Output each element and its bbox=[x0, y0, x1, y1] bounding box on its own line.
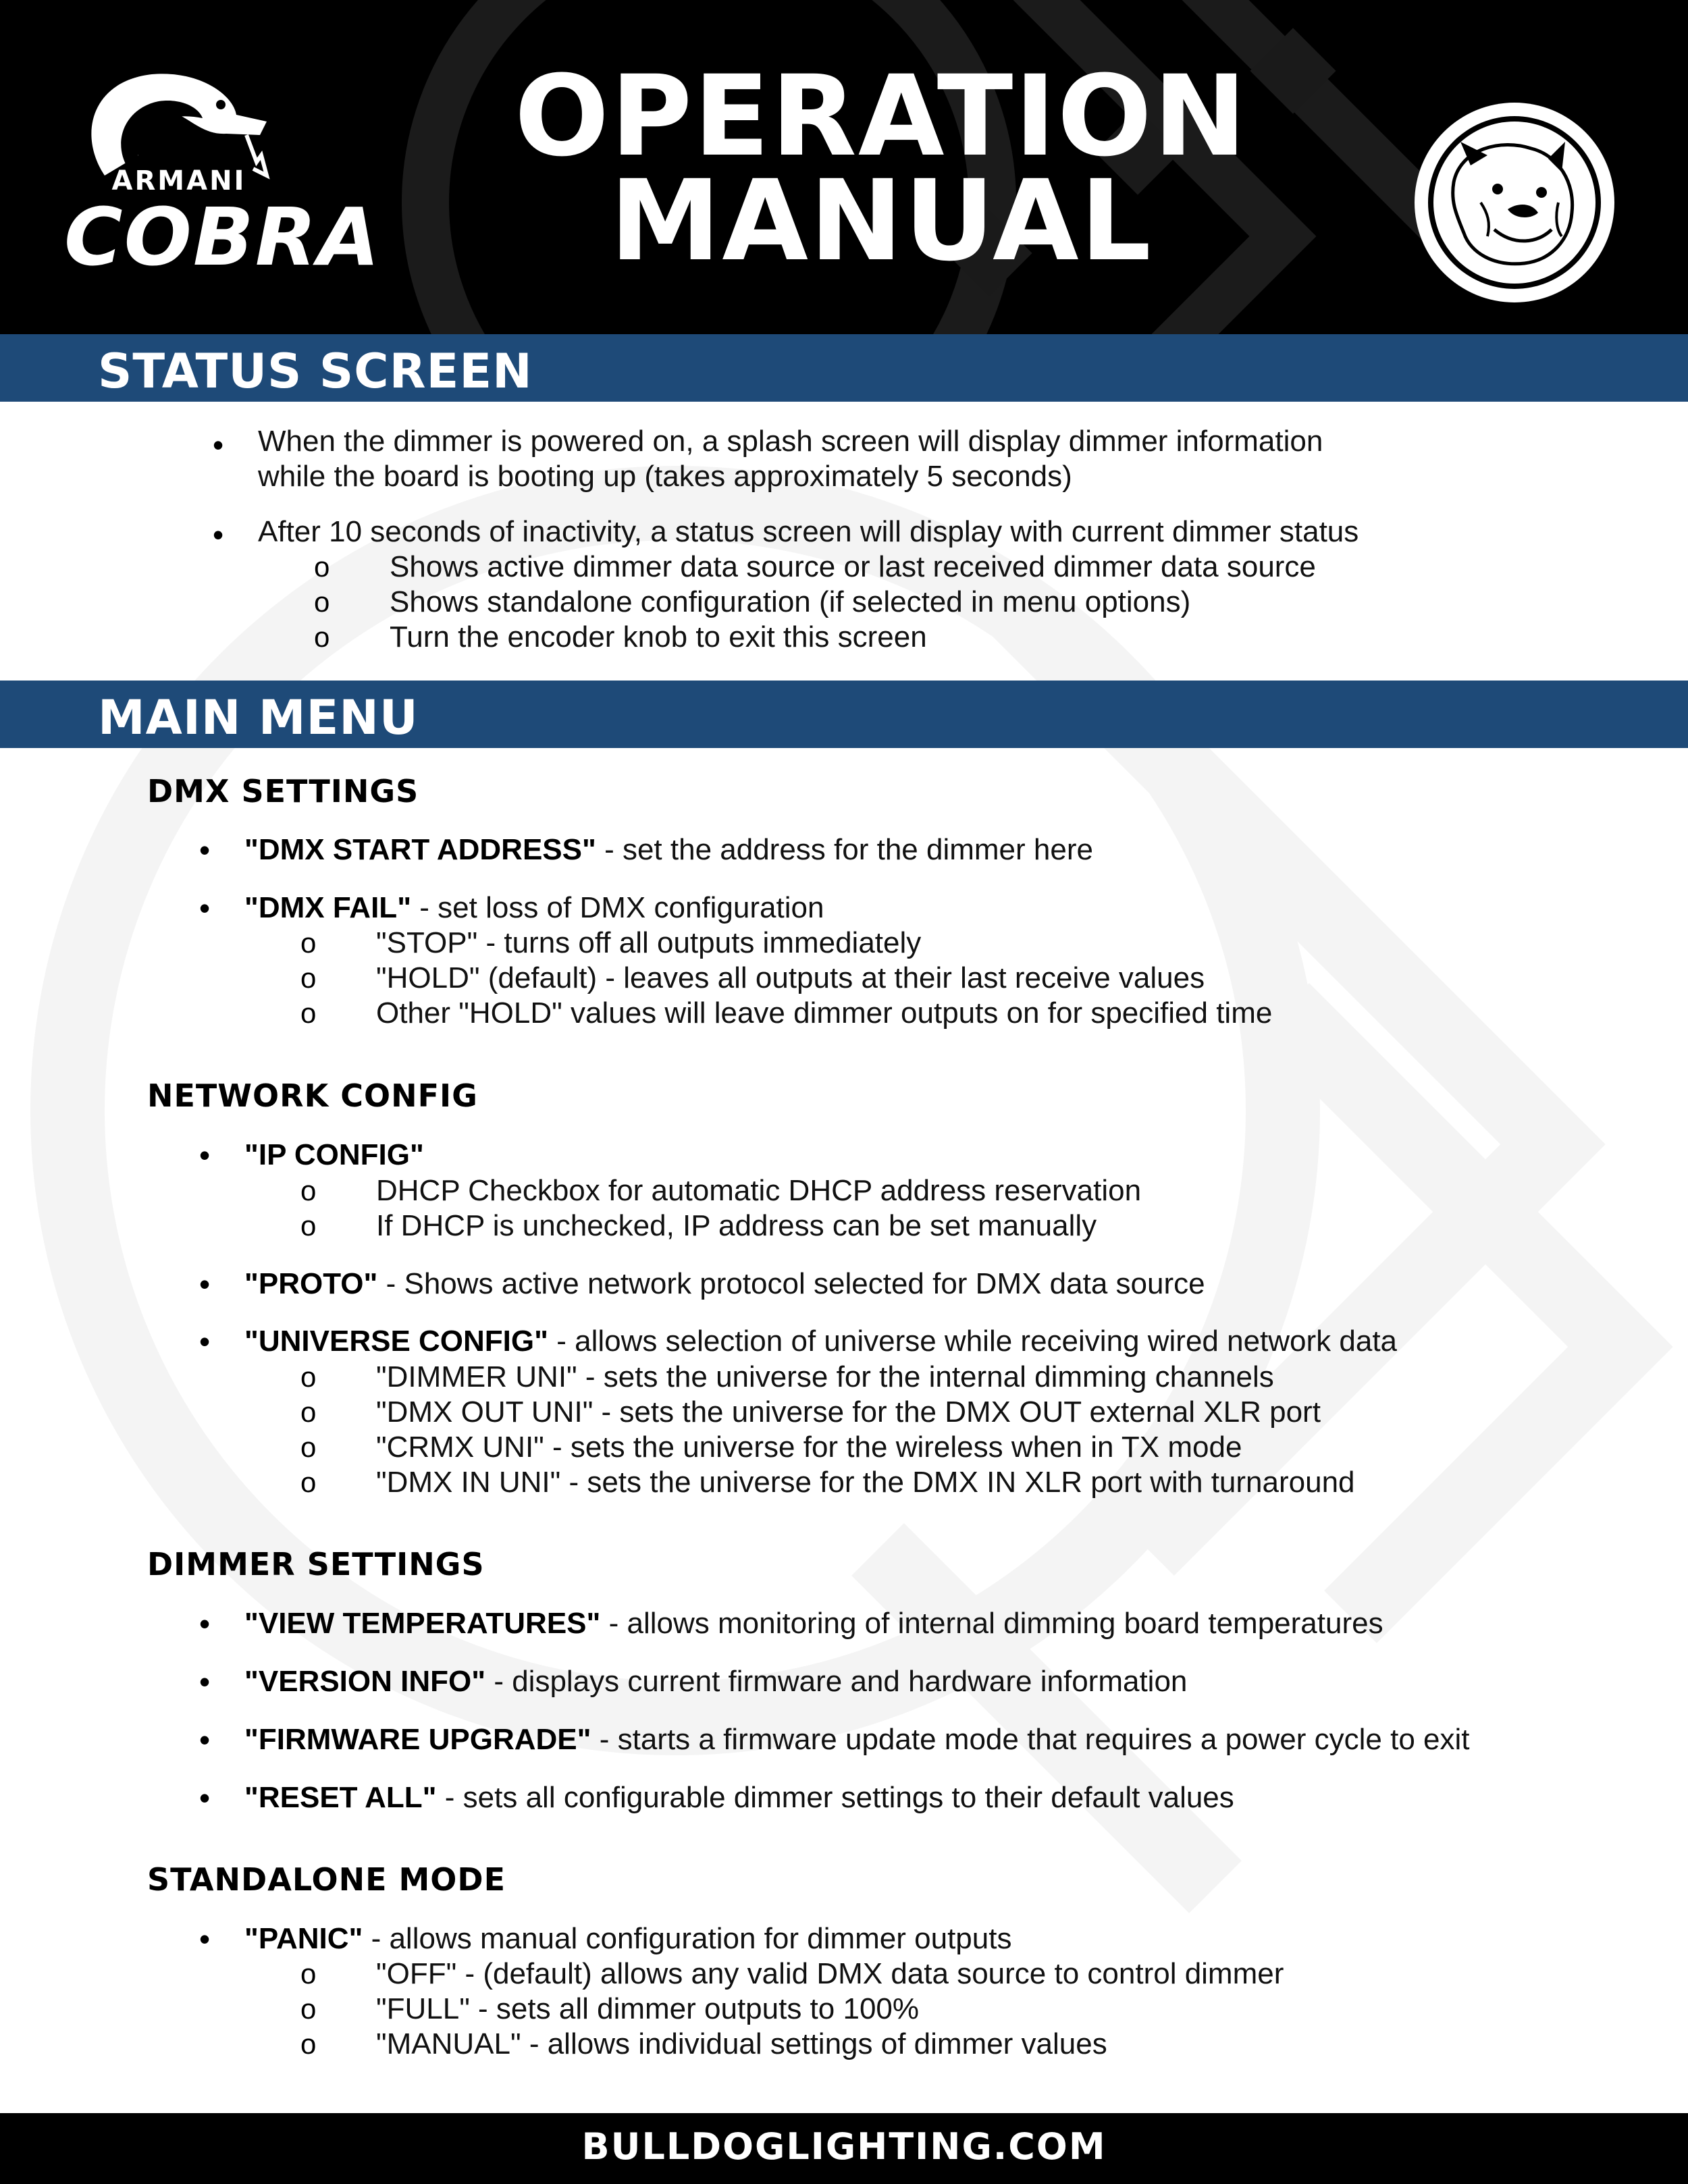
status-bullet-1-line-2: while the board is booting up (takes approximately 5 seconds) bbox=[258, 460, 1072, 493]
footer-url: BULLDOGLIGHTING.COM bbox=[581, 2125, 1107, 2168]
bullet-symbol: • bbox=[199, 1780, 211, 1815]
item-version-info: "VERSION INFO" - displays current firmware and hardware information bbox=[244, 1665, 1188, 1698]
sub-bullet-symbol: o bbox=[314, 621, 330, 653]
sub-bullet-symbol: o bbox=[300, 1431, 317, 1463]
status-bullet-1-line-1: When the dimmer is powered on, a splash screen will display dimmer information bbox=[258, 425, 1323, 458]
subheading-standalone-mode: STANDALONE MODE bbox=[147, 1861, 506, 1898]
sub-bullet-symbol: o bbox=[300, 1993, 317, 2025]
bullet-symbol: • bbox=[199, 1722, 211, 1757]
subheading-dimmer-settings: DIMMER SETTINGS bbox=[147, 1546, 485, 1582]
status-sub-1: Shows active dimmer data source or last received dimmer data source bbox=[390, 550, 1316, 583]
bullet-symbol: • bbox=[199, 832, 211, 868]
bullet-symbol: • bbox=[213, 427, 224, 462]
bullet-symbol: • bbox=[199, 1324, 211, 1359]
universe-sub-2: "DMX OUT UNI" - sets the universe for the DMX OUT external XLR port bbox=[376, 1395, 1321, 1429]
dmx-fail-sub-3: Other "HOLD" values will leave dimmer outputs on for specified time bbox=[376, 996, 1273, 1030]
item-proto: "PROTO" - Shows active network protocol selected for DMX data source bbox=[244, 1267, 1205, 1300]
item-panic: "PANIC" - allows manual configuration for dimmer outputs bbox=[244, 1922, 1012, 1955]
section-bar-status-screen bbox=[0, 334, 1688, 402]
status-sub-3: Turn the encoder knob to exit this screen bbox=[390, 620, 927, 654]
item-dmx-fail: "DMX FAIL" - set loss of DMX configuration bbox=[244, 891, 824, 924]
bullet-symbol: • bbox=[199, 1921, 211, 1956]
section-heading-main-menu: MAIN MENU bbox=[98, 690, 419, 745]
sub-bullet-symbol: o bbox=[314, 586, 330, 618]
page-footer bbox=[0, 2113, 1688, 2184]
page-header bbox=[0, 0, 1688, 334]
sub-bullet-symbol: o bbox=[300, 1396, 317, 1428]
bullet-symbol: • bbox=[199, 1606, 211, 1641]
item-firmware-upgrade: "FIRMWARE UPGRADE" - starts a firmware update mode that requires a power cycle to exit bbox=[244, 1723, 1470, 1756]
ip-config-sub-1: DHCP Checkbox for automatic DHCP address reservation bbox=[376, 1174, 1142, 1207]
page-title bbox=[378, 51, 1384, 286]
sub-bullet-symbol: o bbox=[300, 927, 317, 959]
bullet-symbol: • bbox=[199, 890, 211, 926]
bullet-symbol: • bbox=[199, 1267, 211, 1302]
universe-sub-1: "DIMMER UNI" - sets the universe for the internal dimming channels bbox=[376, 1360, 1274, 1393]
item-universe-config: "UNIVERSE CONFIG" - allows selection of universe while receiving wired network data bbox=[244, 1325, 1398, 1358]
title-line-2: MANUAL bbox=[610, 156, 1153, 286]
panic-sub-3: "MANUAL" - allows individual settings of dimmer values bbox=[376, 2027, 1107, 2060]
subheading-network-config: NETWORK CONFIG bbox=[147, 1077, 478, 1114]
item-reset-all: "RESET ALL" - sets all configurable dimmer settings to their default values bbox=[244, 1781, 1234, 1814]
cobra-logo bbox=[64, 68, 381, 284]
sub-bullet-symbol: o bbox=[300, 997, 317, 1029]
brand-top-text: ARMANI bbox=[111, 165, 246, 196]
item-view-temperatures: "VIEW TEMPERATURES" - allows monitoring of internal dimming board temperatures bbox=[244, 1607, 1383, 1640]
brand-main-text: COBRA bbox=[64, 190, 381, 284]
section-heading-status-screen: STATUS SCREEN bbox=[98, 344, 533, 399]
title-line-1: OPERATION bbox=[514, 51, 1248, 181]
panic-sub-1: "OFF" - (default) allows any valid DMX data source to control dimmer bbox=[376, 1957, 1284, 1990]
bulldog-logo-icon bbox=[1413, 101, 1616, 304]
item-ip-config: "IP CONFIG" bbox=[244, 1138, 424, 1171]
sub-bullet-symbol: o bbox=[300, 2028, 317, 2060]
item-dmx-start-address: "DMX START ADDRESS" - set the address for the dimmer here bbox=[244, 833, 1093, 866]
universe-sub-4: "DMX IN UNI" - sets the universe for the DMX IN XLR port with turnaround bbox=[376, 1466, 1355, 1499]
status-sub-2: Shows standalone configuration (if selected in menu options) bbox=[390, 585, 1191, 618]
bullet-symbol: • bbox=[199, 1664, 211, 1699]
bulldog-logo bbox=[1413, 101, 1616, 304]
sub-bullet-symbol: o bbox=[300, 1361, 317, 1393]
status-bullet-2-line-1: After 10 seconds of inactivity, a status screen will display with current dimmer status bbox=[258, 515, 1359, 548]
dmx-fail-sub-2: "HOLD" (default) - leaves all outputs at their last receive values bbox=[376, 961, 1205, 994]
bullet-symbol: • bbox=[213, 517, 224, 552]
bullet-symbol: • bbox=[199, 1138, 211, 1173]
background-watermark-icon bbox=[0, 402, 1688, 2110]
panic-sub-2: "FULL" - sets all dimmer outputs to 100% bbox=[376, 1992, 920, 2025]
sub-bullet-symbol: o bbox=[300, 1466, 317, 1498]
sub-bullet-symbol: o bbox=[314, 551, 330, 583]
universe-sub-3: "CRMX UNI" - sets the universe for the wireless when in TX mode bbox=[376, 1431, 1242, 1464]
subheading-dmx-settings: DMX SETTINGS bbox=[147, 773, 419, 809]
sub-bullet-symbol: o bbox=[300, 962, 317, 994]
section-bar-main-menu bbox=[0, 681, 1688, 748]
sub-bullet-symbol: o bbox=[300, 1210, 317, 1242]
sub-bullet-symbol: o bbox=[300, 1958, 317, 1990]
ip-config-sub-2: If DHCP is unchecked, IP address can be set manually bbox=[376, 1209, 1097, 1242]
sub-bullet-symbol: o bbox=[300, 1175, 317, 1206]
dmx-fail-sub-1: "STOP" - turns off all outputs immediately bbox=[376, 926, 922, 959]
